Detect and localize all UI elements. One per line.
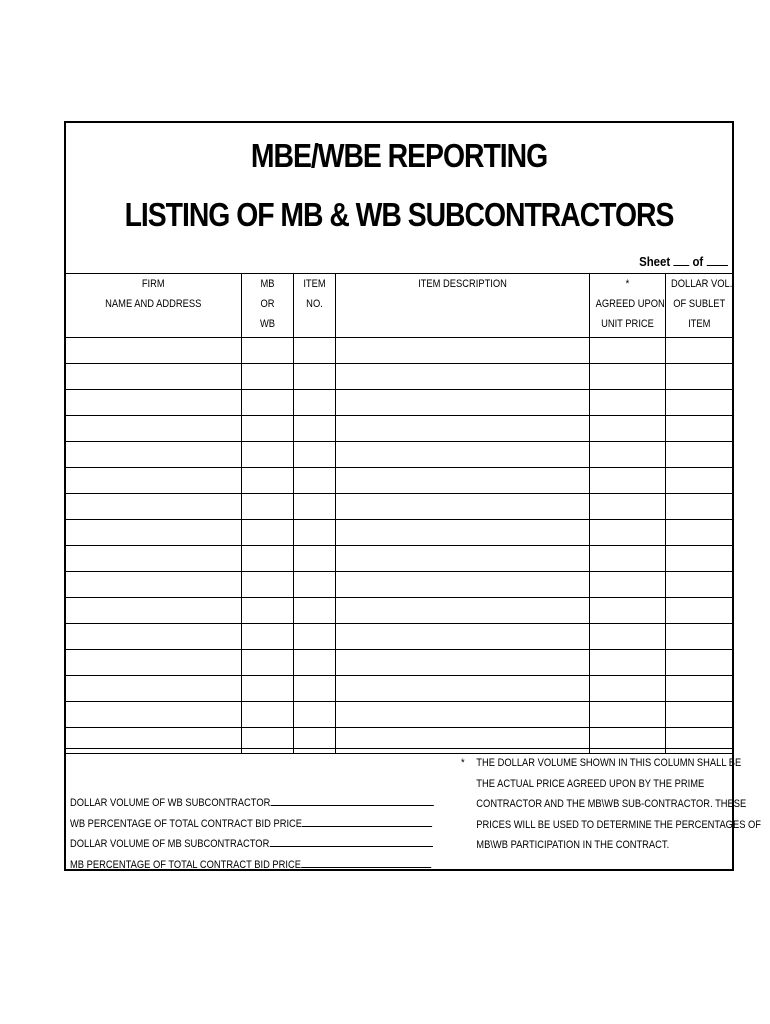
- column-header-item-no: [293, 274, 335, 338]
- totals-block: [70, 793, 434, 875]
- item-description-cell[interactable]: [335, 650, 589, 676]
- item-description-cell[interactable]: [335, 494, 589, 520]
- total-label: DOLLAR VOLUME OF WB SUBCONTRACTOR: [70, 797, 271, 809]
- total-line: [70, 814, 434, 835]
- firm-cell[interactable]: [66, 494, 241, 520]
- item-no-cell[interactable]: [293, 572, 335, 598]
- table-row: [66, 598, 732, 624]
- item-description-cell[interactable]: [335, 364, 589, 390]
- column-header-firm: [66, 274, 241, 338]
- dollar-volume-cell[interactable]: [665, 416, 732, 442]
- unit-price-cell[interactable]: [589, 520, 665, 546]
- unit-price-cell[interactable]: [589, 494, 665, 520]
- footnote-line: THE DOLLAR VOLUME SHOWN IN THIS COLUMN SHALL BE: [476, 757, 742, 769]
- sheet-of-label: of: [692, 254, 704, 269]
- header-line: FIRM: [141, 278, 165, 290]
- dollar-volume-cell[interactable]: [665, 598, 732, 624]
- form-footer: [66, 748, 762, 871]
- unit-price-cell[interactable]: [589, 572, 665, 598]
- table-row: [66, 442, 732, 468]
- header-line: ITEM DESCRIPTION: [417, 278, 507, 290]
- table-row: [66, 650, 732, 676]
- table-row: [66, 416, 732, 442]
- item-no-cell[interactable]: [293, 624, 335, 650]
- unit-price-cell[interactable]: [589, 442, 665, 468]
- reporting-form: [64, 121, 762, 871]
- dollar-volume-cell[interactable]: [665, 338, 732, 364]
- dollar-volume-cell[interactable]: [665, 624, 732, 650]
- table-row: [66, 468, 732, 494]
- header-line: MB: [259, 278, 275, 290]
- table-row: [66, 702, 732, 728]
- item-no-cell[interactable]: [293, 598, 335, 624]
- total-label: MB PERCENTAGE OF TOTAL CONTRACT BID PRICE: [70, 858, 302, 871]
- item-description-cell[interactable]: [335, 546, 589, 572]
- total-blank[interactable]: [302, 814, 432, 827]
- footnote-text: [476, 753, 762, 856]
- item-description-cell[interactable]: [335, 702, 589, 728]
- header-line: NAME AND ADDRESS: [105, 298, 202, 310]
- firm-cell[interactable]: [66, 676, 241, 702]
- footnote-asterisk: *: [461, 757, 465, 769]
- unit-price-cell[interactable]: [589, 468, 665, 494]
- unit-price-cell[interactable]: [589, 624, 665, 650]
- mb-wb-cell[interactable]: [241, 624, 293, 650]
- item-description-cell[interactable]: [335, 468, 589, 494]
- item-description-cell[interactable]: [335, 416, 589, 442]
- unit-price-cell[interactable]: [589, 546, 665, 572]
- mb-wb-cell[interactable]: [241, 676, 293, 702]
- sheet-total-blank[interactable]: [707, 265, 728, 266]
- sheet-label: Sheet: [639, 254, 671, 269]
- column-header-dollar-volume: [665, 274, 732, 338]
- item-description-cell[interactable]: [335, 624, 589, 650]
- unit-price-cell[interactable]: [589, 598, 665, 624]
- mb-wb-cell[interactable]: [241, 468, 293, 494]
- header-line: OR: [259, 298, 275, 310]
- item-no-cell[interactable]: [293, 520, 335, 546]
- item-no-cell[interactable]: [293, 650, 335, 676]
- header-line: ITEM: [302, 278, 326, 290]
- table-row: [66, 494, 732, 520]
- firm-cell[interactable]: [66, 624, 241, 650]
- item-no-cell[interactable]: [293, 702, 335, 728]
- item-no-cell[interactable]: [293, 416, 335, 442]
- dollar-volume-cell[interactable]: [665, 494, 732, 520]
- dollar-volume-cell[interactable]: [665, 468, 732, 494]
- header-line: UNIT PRICE: [600, 318, 654, 330]
- mb-wb-cell[interactable]: [241, 494, 293, 520]
- unit-price-cell[interactable]: [589, 702, 665, 728]
- mb-wb-cell[interactable]: [241, 520, 293, 546]
- table-body: [66, 338, 732, 754]
- footnote-line: THE ACTUAL PRICE AGREED UPON BY THE PRIME: [476, 777, 705, 790]
- header-line: AGREED UPON: [595, 298, 665, 310]
- item-description-cell[interactable]: [335, 676, 589, 702]
- table-row: [66, 546, 732, 572]
- sheet-number: [640, 254, 728, 269]
- mb-wb-cell[interactable]: [241, 416, 293, 442]
- firm-cell[interactable]: [66, 468, 241, 494]
- dollar-volume-cell[interactable]: [665, 442, 732, 468]
- firm-cell[interactable]: [66, 598, 241, 624]
- table-row: [66, 364, 732, 390]
- header-line: OF SUBLET: [672, 298, 725, 310]
- mb-wb-cell[interactable]: [241, 442, 293, 468]
- item-description-cell[interactable]: [335, 390, 589, 416]
- mb-wb-cell[interactable]: [241, 702, 293, 728]
- dollar-volume-cell[interactable]: [665, 676, 732, 702]
- firm-cell[interactable]: [66, 650, 241, 676]
- unit-price-cell[interactable]: [589, 416, 665, 442]
- mb-wb-cell[interactable]: [241, 338, 293, 364]
- header-line: WB: [259, 318, 275, 330]
- dollar-volume-cell[interactable]: [665, 520, 732, 546]
- total-blank[interactable]: [270, 793, 433, 806]
- dollar-volume-cell[interactable]: [665, 546, 732, 572]
- item-description-cell[interactable]: [335, 338, 589, 364]
- dollar-volume-cell[interactable]: [665, 390, 732, 416]
- unit-price-cell[interactable]: [589, 338, 665, 364]
- item-no-cell[interactable]: [293, 442, 335, 468]
- table-row: [66, 572, 732, 598]
- header-line: DOLLAR VOL.: [670, 278, 732, 290]
- item-no-cell[interactable]: [293, 676, 335, 702]
- footnote-line: PRICES WILL BE USED TO DETERMINE THE PERCENTAGES OF: [476, 818, 762, 831]
- item-no-cell[interactable]: [293, 338, 335, 364]
- total-line: [70, 855, 434, 876]
- total-blank[interactable]: [301, 855, 431, 868]
- total-line: [70, 834, 434, 855]
- unit-price-cell[interactable]: [589, 676, 665, 702]
- total-blank[interactable]: [269, 834, 432, 847]
- mb-wb-cell[interactable]: [241, 650, 293, 676]
- firm-cell[interactable]: [66, 442, 241, 468]
- item-description-cell[interactable]: [335, 598, 589, 624]
- mb-wb-cell[interactable]: [241, 598, 293, 624]
- item-no-cell[interactable]: [293, 546, 335, 572]
- item-no-cell[interactable]: [293, 494, 335, 520]
- mb-wb-cell[interactable]: [241, 572, 293, 598]
- mb-wb-cell[interactable]: [241, 546, 293, 572]
- mb-wb-cell[interactable]: [241, 364, 293, 390]
- form-subtitle: LISTING OF MB & WB SUBCONTRACTORS: [124, 196, 674, 233]
- dollar-volume-cell[interactable]: [665, 572, 732, 598]
- table-header-row: [66, 274, 732, 338]
- dollar-volume-cell[interactable]: [665, 650, 732, 676]
- unit-price-cell[interactable]: [589, 364, 665, 390]
- dollar-volume-cell[interactable]: [665, 364, 732, 390]
- column-header-mb-wb: [241, 274, 293, 338]
- firm-cell[interactable]: [66, 520, 241, 546]
- table-row: [66, 338, 732, 364]
- firm-cell[interactable]: [66, 546, 241, 572]
- table-row: [66, 390, 732, 416]
- unit-price-cell[interactable]: [589, 650, 665, 676]
- table-row: [66, 520, 732, 546]
- header-line: NO.: [305, 298, 323, 310]
- footnote: [461, 753, 762, 856]
- item-no-cell[interactable]: [293, 468, 335, 494]
- total-line: [70, 793, 434, 814]
- footnote-line: CONTRACTOR AND THE MB\WB SUB-CONTRACTOR. THESE: [476, 798, 747, 810]
- sheet-number-blank[interactable]: [674, 265, 690, 266]
- column-header-item-description: [335, 274, 589, 338]
- unit-price-cell[interactable]: [589, 390, 665, 416]
- total-label: DOLLAR VOLUME OF MB SUBCONTRACTOR: [70, 838, 270, 850]
- item-description-cell[interactable]: [335, 572, 589, 598]
- header-line: ITEM: [687, 318, 710, 330]
- form-title: MBE/WBE REPORTING: [250, 137, 548, 174]
- firm-cell[interactable]: [66, 416, 241, 442]
- subcontractor-table: [66, 273, 732, 754]
- header-line: *: [625, 278, 629, 290]
- firm-cell[interactable]: [66, 338, 241, 364]
- firm-cell[interactable]: [66, 702, 241, 728]
- table-row: [66, 676, 732, 702]
- item-description-cell[interactable]: [335, 520, 589, 546]
- item-no-cell[interactable]: [293, 390, 335, 416]
- firm-cell[interactable]: [66, 390, 241, 416]
- firm-cell[interactable]: [66, 364, 241, 390]
- mb-wb-cell[interactable]: [241, 390, 293, 416]
- dollar-volume-cell[interactable]: [665, 702, 732, 728]
- firm-cell[interactable]: [66, 572, 241, 598]
- footnote-line: MB\WB PARTICIPATION IN THE CONTRACT.: [476, 839, 670, 851]
- total-label: WB PERCENTAGE OF TOTAL CONTRACT BID PRICE: [70, 817, 303, 830]
- item-description-cell[interactable]: [335, 442, 589, 468]
- table-row: [66, 624, 732, 650]
- item-no-cell[interactable]: [293, 364, 335, 390]
- column-header-unit-price: [589, 274, 665, 338]
